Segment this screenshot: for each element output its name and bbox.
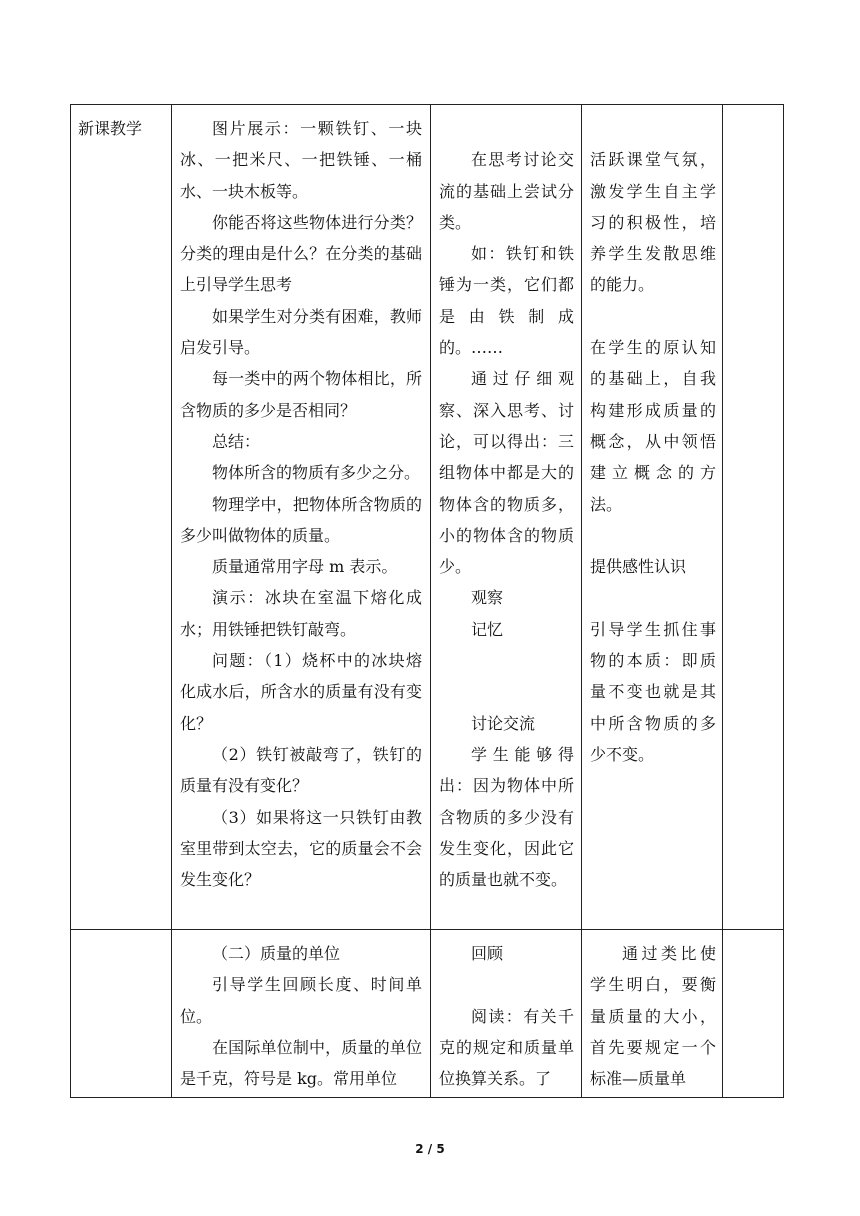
teacher-text: 如果学生对分类有困难，教师启发引导。 xyxy=(180,306,422,358)
lesson-plan-table xyxy=(70,104,784,1098)
teacher-text: 演示：冰块在室温下熔化成水；用铁锤把铁钉敲弯。 xyxy=(180,588,422,639)
student-text: 在思考讨论交流的基础上尝试分类。 xyxy=(439,150,574,232)
teacher-text: （2）铁钉被敲弯了，铁钉的质量有没有变化？ xyxy=(180,744,422,796)
teacher-text: （3）如果将这一只铁钉由教室里带到太空去，它的质量会不会发生变化？ xyxy=(180,807,422,890)
design-intent-cell xyxy=(582,105,723,930)
stage-label: 新课教学 xyxy=(78,119,143,138)
table-row xyxy=(71,105,784,930)
teacher-text: 你能否将这些物体进行分类？分类的理由是什么？在分类的基础上引导学生思考 xyxy=(180,212,422,295)
student-text: 记忆 xyxy=(471,619,504,639)
teacher-text: 问题：（1）烧杯中的冰块熔化成水后，所含水的质量有没有变化？ xyxy=(180,651,422,733)
intent-text: 活跃课堂气氛，激发学生自主学习的积极性，培养学生发散思维的能力。 xyxy=(590,150,716,295)
student-text: 通过仔细观察、深入思考、讨论，可以得出：三组物体中都是大的物体含的物质多，小的物体含的物质少。 xyxy=(439,369,574,577)
table-row xyxy=(71,930,784,1098)
teacher-text: 物理学中，把物体所含物质的多少叫做物体的质量。 xyxy=(180,494,422,545)
teacher-text: 引导学生回顾长度、时间单位。 xyxy=(180,975,422,1026)
teacher-text: 总结： xyxy=(212,431,261,451)
teacher-activity-cell xyxy=(172,105,431,930)
stage-cell xyxy=(71,930,172,1098)
notes-cell xyxy=(723,930,784,1098)
student-activity-cell xyxy=(431,930,582,1098)
teacher-text: 图片展示：一颗铁钉、一块冰、一把米尺、一把铁锤、一桶水、一块木板等。 xyxy=(180,119,422,201)
design-intent-cell xyxy=(582,930,723,1098)
student-text: 学生能够得出：因为物体中所含物质的多少没有发生变化，因此它的质量也就不变。 xyxy=(439,744,574,890)
intent-text: 引导学生抓住事物的本质：即质量不变也就是其中所含物质的多少不变。 xyxy=(590,619,716,764)
teacher-text: 物体所含的物质有多少之分。 xyxy=(212,463,421,483)
intent-text: 在学生的原认知的基础上，自我构建形成质量的概念，从中领悟建立概念的方法。 xyxy=(590,338,716,514)
student-text: 观察 xyxy=(471,588,504,608)
teacher-text: 每一类中的两个物体相比，所含物质的多少是否相同？ xyxy=(180,369,422,420)
teacher-text: 在国际单位制中，质量的单位是千克，符号是 kg。常用单位 xyxy=(180,1037,422,1089)
student-text: 讨论交流 xyxy=(471,713,536,733)
teacher-text: 质量通常用字母 m 表示。 xyxy=(212,557,398,577)
page-number: 2 / 5 xyxy=(415,1142,445,1156)
stage-cell xyxy=(71,105,172,930)
notes-cell xyxy=(723,105,784,930)
student-activity-cell xyxy=(431,105,582,930)
intent-text: 提供感性认识 xyxy=(590,557,687,577)
intent-text: 通过类比使学生明白，要衡量质量的大小，首先要规定一个标准—质量单 xyxy=(590,944,716,1089)
student-text: 如：铁钉和铁锤为一类，它们都是由铁制成的。…… xyxy=(439,244,574,358)
teacher-text: （二）质量的单位 xyxy=(212,944,341,963)
student-text: 回顾 xyxy=(471,944,504,963)
student-text: 阅读：有关千克的规定和质量单位换算关系。了 xyxy=(439,1006,574,1089)
teacher-activity-cell xyxy=(172,930,431,1098)
